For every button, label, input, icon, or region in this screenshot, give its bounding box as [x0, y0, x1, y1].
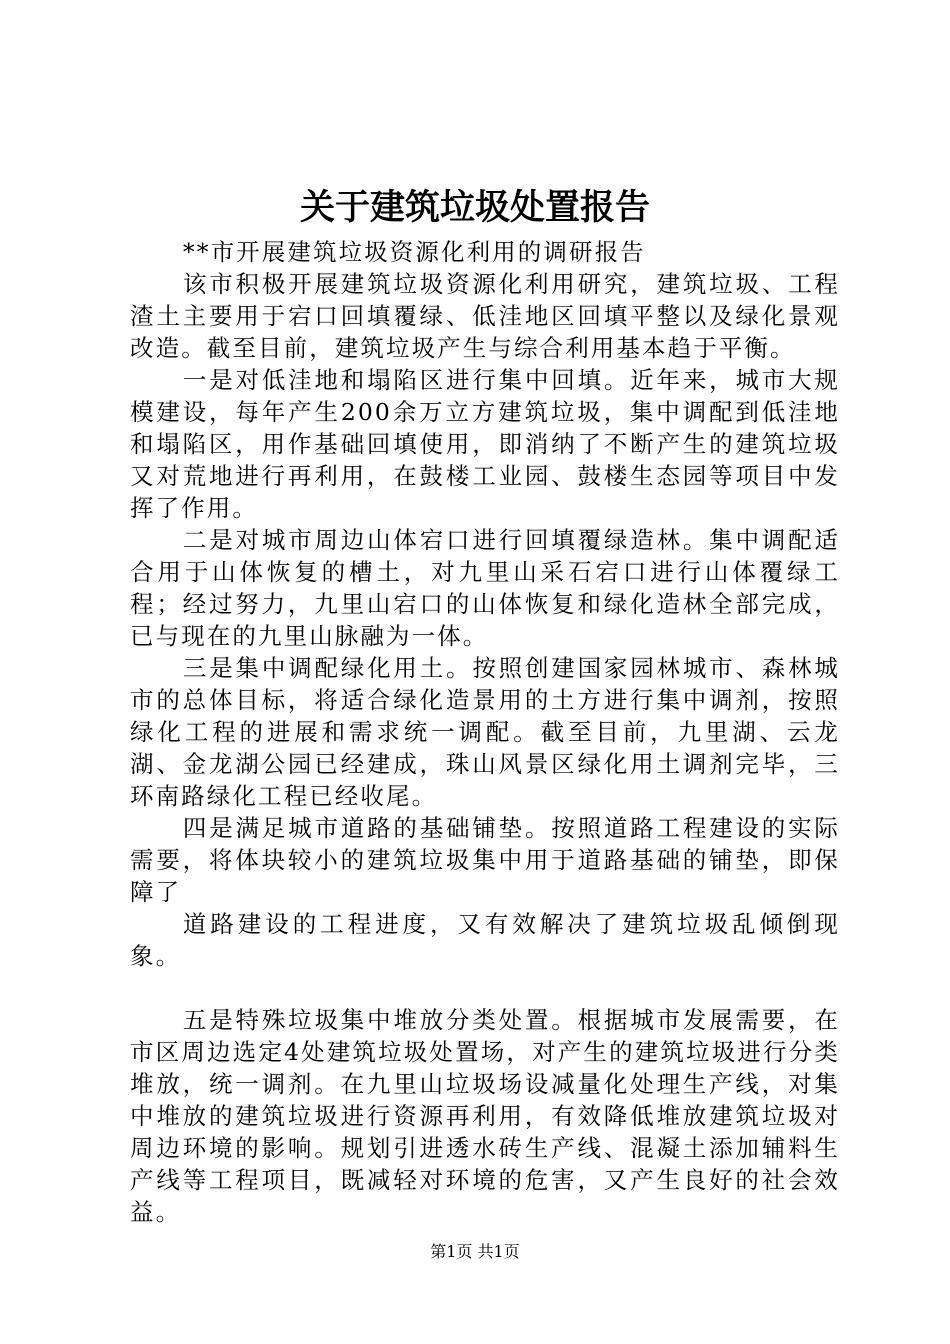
intro-paragraph: 该市积极开展建筑垃圾资源化利用研究，建筑垃圾、工程渣土主要用于宕口回填覆绿、低洼地区回填平整以及绿化景观改造。截至目前，建筑垃圾产生与综合利用基本趋于平衡。: [130, 270, 840, 362]
point-two-paragraph: 二是对城市周边山体宕口进行回填覆绿造林。集中调配适合用于山体恢复的槽土，对九里山采石宕口进行山体覆绿工程；经过努力，九里山宕口的山体恢复和绿化造林全部完成，已与现在的九里山脉融为一体。: [130, 526, 840, 650]
document-body: [130, 236, 840, 1228]
point-three-paragraph: 三是集中调配绿化用土。按照创建国家园林城市、森林城市的总体目标，将适合绿化造景用的土方进行集中调剂，按照绿化工程的进展和需求统一调配。截至目前，九里湖、云龙湖、金龙湖公园已经建成，珠山风景区绿化用土调剂完毕，三环南路绿化工程已经收尾。: [130, 654, 840, 810]
document-title: 关于建筑垃圾处置报告: [299, 187, 650, 228]
point-one-paragraph: 一是对低洼地和塌陷区进行集中回填。近年来，城市大规模建设，每年产生200余万立方建筑垃圾，集中调配到低洼地和塌陷区，用作基础回填使用，即消纳了不断产生的建筑垃圾又对荒地进行再利用，在鼓楼工业园、鼓楼生态园等项目中发挥了作用。: [130, 366, 840, 522]
subtitle-paragraph: **市开展建筑垃圾资源化利用的调研报告: [182, 238, 646, 266]
page-number-footer: 第1页 共1页: [430, 1242, 520, 1261]
point-four-paragraph: 四是满足城市道路的基础铺垫。按照道路工程建设的实际需要，将体块较小的建筑垃圾集中用于道路基础的铺垫，即保障了: [130, 814, 840, 906]
point-five-paragraph: 五是特殊垃圾集中堆放分类处置。根据城市发展需要，在市区周边选定4处建筑垃圾处置场，对产生的建筑垃圾进行分类堆放，统一调剂。在九里山垃圾场设减量化处理生产线，对集中堆放的建筑垃圾进行资源再利用，有效降低堆放建筑垃圾对周边环境的影响。规划引进透水砖生产线、混凝土添加辅料生产线等工程项目，既减轻对环境的危害，又产生良好的社会效益。: [130, 1006, 840, 1226]
point-four-continued-paragraph: 道路建设的工程进度，又有效解决了建筑垃圾乱倾倒现象。: [130, 910, 840, 970]
